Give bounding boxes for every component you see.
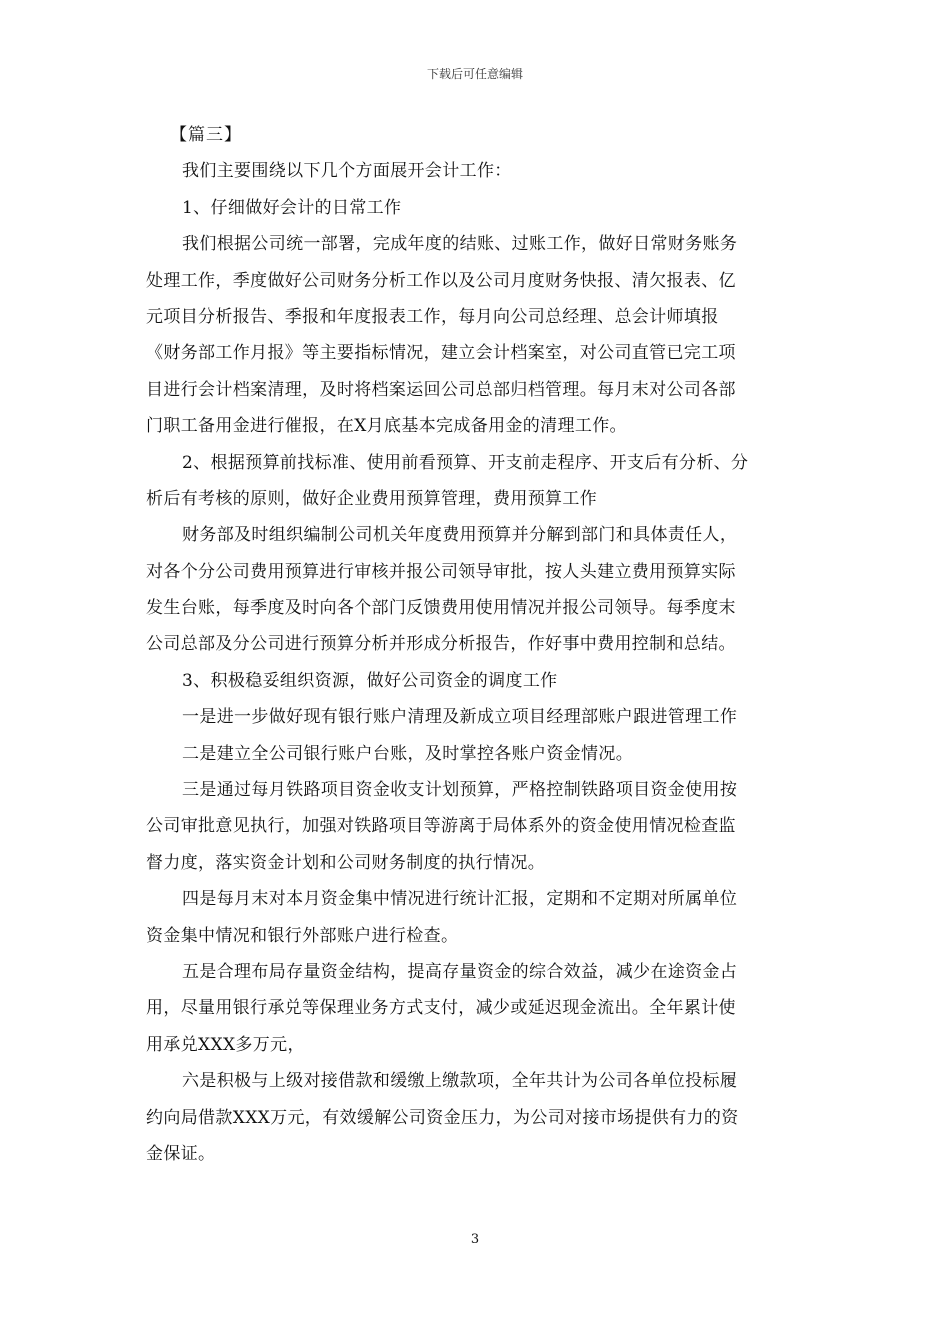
paragraph-line: 约向局借款XXX万元，有效缓解公司资金压力，为公司对接市场提供有力的资: [146, 1107, 739, 1128]
paragraph-line: 二是建立全公司银行账户台账，及时掌控各账户资金情况。: [182, 743, 634, 764]
paragraph-line: 门职工备用金进行催报，在X月底基本完成备用金的清理工作。: [146, 416, 627, 437]
paragraph-line: 《财务部工作月报》等主要指标情况，建立会计档案室，对公司直管已完工项: [146, 343, 736, 364]
paragraph-line: 资金集中情况和银行外部账户进行检查。: [146, 925, 459, 946]
paragraph-line: 一是进一步做好现有银行账户清理及新成立项目经理部账户跟进管理工作: [182, 707, 738, 728]
paragraph-line: 用，尽量用银行承兑等保理业务方式支付，减少或延迟现金流出。全年累计使: [146, 998, 736, 1019]
paragraph-line: 1、仔细做好会计的日常工作: [182, 197, 402, 218]
paragraph-line: 我们根据公司统一部署，完成年度的结账、过账工作，做好日常财务账务: [182, 234, 738, 255]
paragraph-line: 督力度，落实资金计划和公司财务制度的执行情况。: [146, 852, 546, 873]
paragraph-line: 对各个分公司费用预算进行审核并报公司领导审批，按人头建立费用预算实际: [146, 561, 736, 582]
paragraph-line: 四是每月末对本月资金集中情况进行统计汇报，定期和不定期对所属单位: [182, 889, 738, 910]
paragraph-line: 五是合理布局存量资金结构，提高存量资金的综合效益，减少在途资金占: [182, 961, 738, 982]
page-number: 3: [470, 1232, 480, 1247]
paragraph-line: 用承兑XXX多万元，: [146, 1034, 305, 1055]
document-body: [146, 117, 806, 1172]
paragraph-line: 六是积极与上级对接借款和缓缴上缴款项，全年共计为公司各单位投标履: [182, 1071, 738, 1092]
section-title: 【篇三】: [170, 125, 242, 145]
page-header: 下载后可任意编辑: [426, 67, 523, 81]
paragraph-line: 目进行会计档案清理，及时将档案运回公司总部归档管理。每月末对公司各部: [146, 379, 736, 400]
paragraph-line: 2、根据预算前找标准、使用前看预算、开支前走程序、开支后有分析、分: [182, 452, 749, 473]
paragraph-line: 3、积极稳妥组织资源，做好公司资金的调度工作: [182, 670, 558, 691]
paragraph-line: 金保证。: [146, 1143, 216, 1164]
paragraph-line: 发生台账，每季度及时向各个部门反馈费用使用情况并报公司领导。每季度末: [146, 598, 736, 619]
paragraph-line: 三是通过每月铁路项目资金收支计划预算，严格控制铁路项目资金使用按: [182, 780, 738, 801]
paragraph-line: 析后有考核的原则，做好企业费用预算管理，费用预算工作: [146, 488, 598, 509]
paragraph-line: 元项目分析报告、季报和年度报表工作，每月向公司总经理、总会计师填报: [146, 306, 719, 327]
paragraph-line: 公司总部及分公司进行预算分析并形成分析报告，作好事中费用控制和总结。: [146, 634, 736, 655]
paragraph-line: 我们主要围绕以下几个方面展开会计工作：: [182, 161, 512, 182]
paragraph-line: 财务部及时组织编制公司机关年度费用预算并分解到部门和具体责任人，: [182, 525, 738, 546]
paragraph-line: 公司审批意见执行，加强对铁路项目等游离于局体系外的资金使用情况检查监: [146, 816, 736, 837]
paragraph-line: 处理工作，季度做好公司财务分析工作以及公司月度财务快报、清欠报表、亿: [146, 270, 736, 291]
